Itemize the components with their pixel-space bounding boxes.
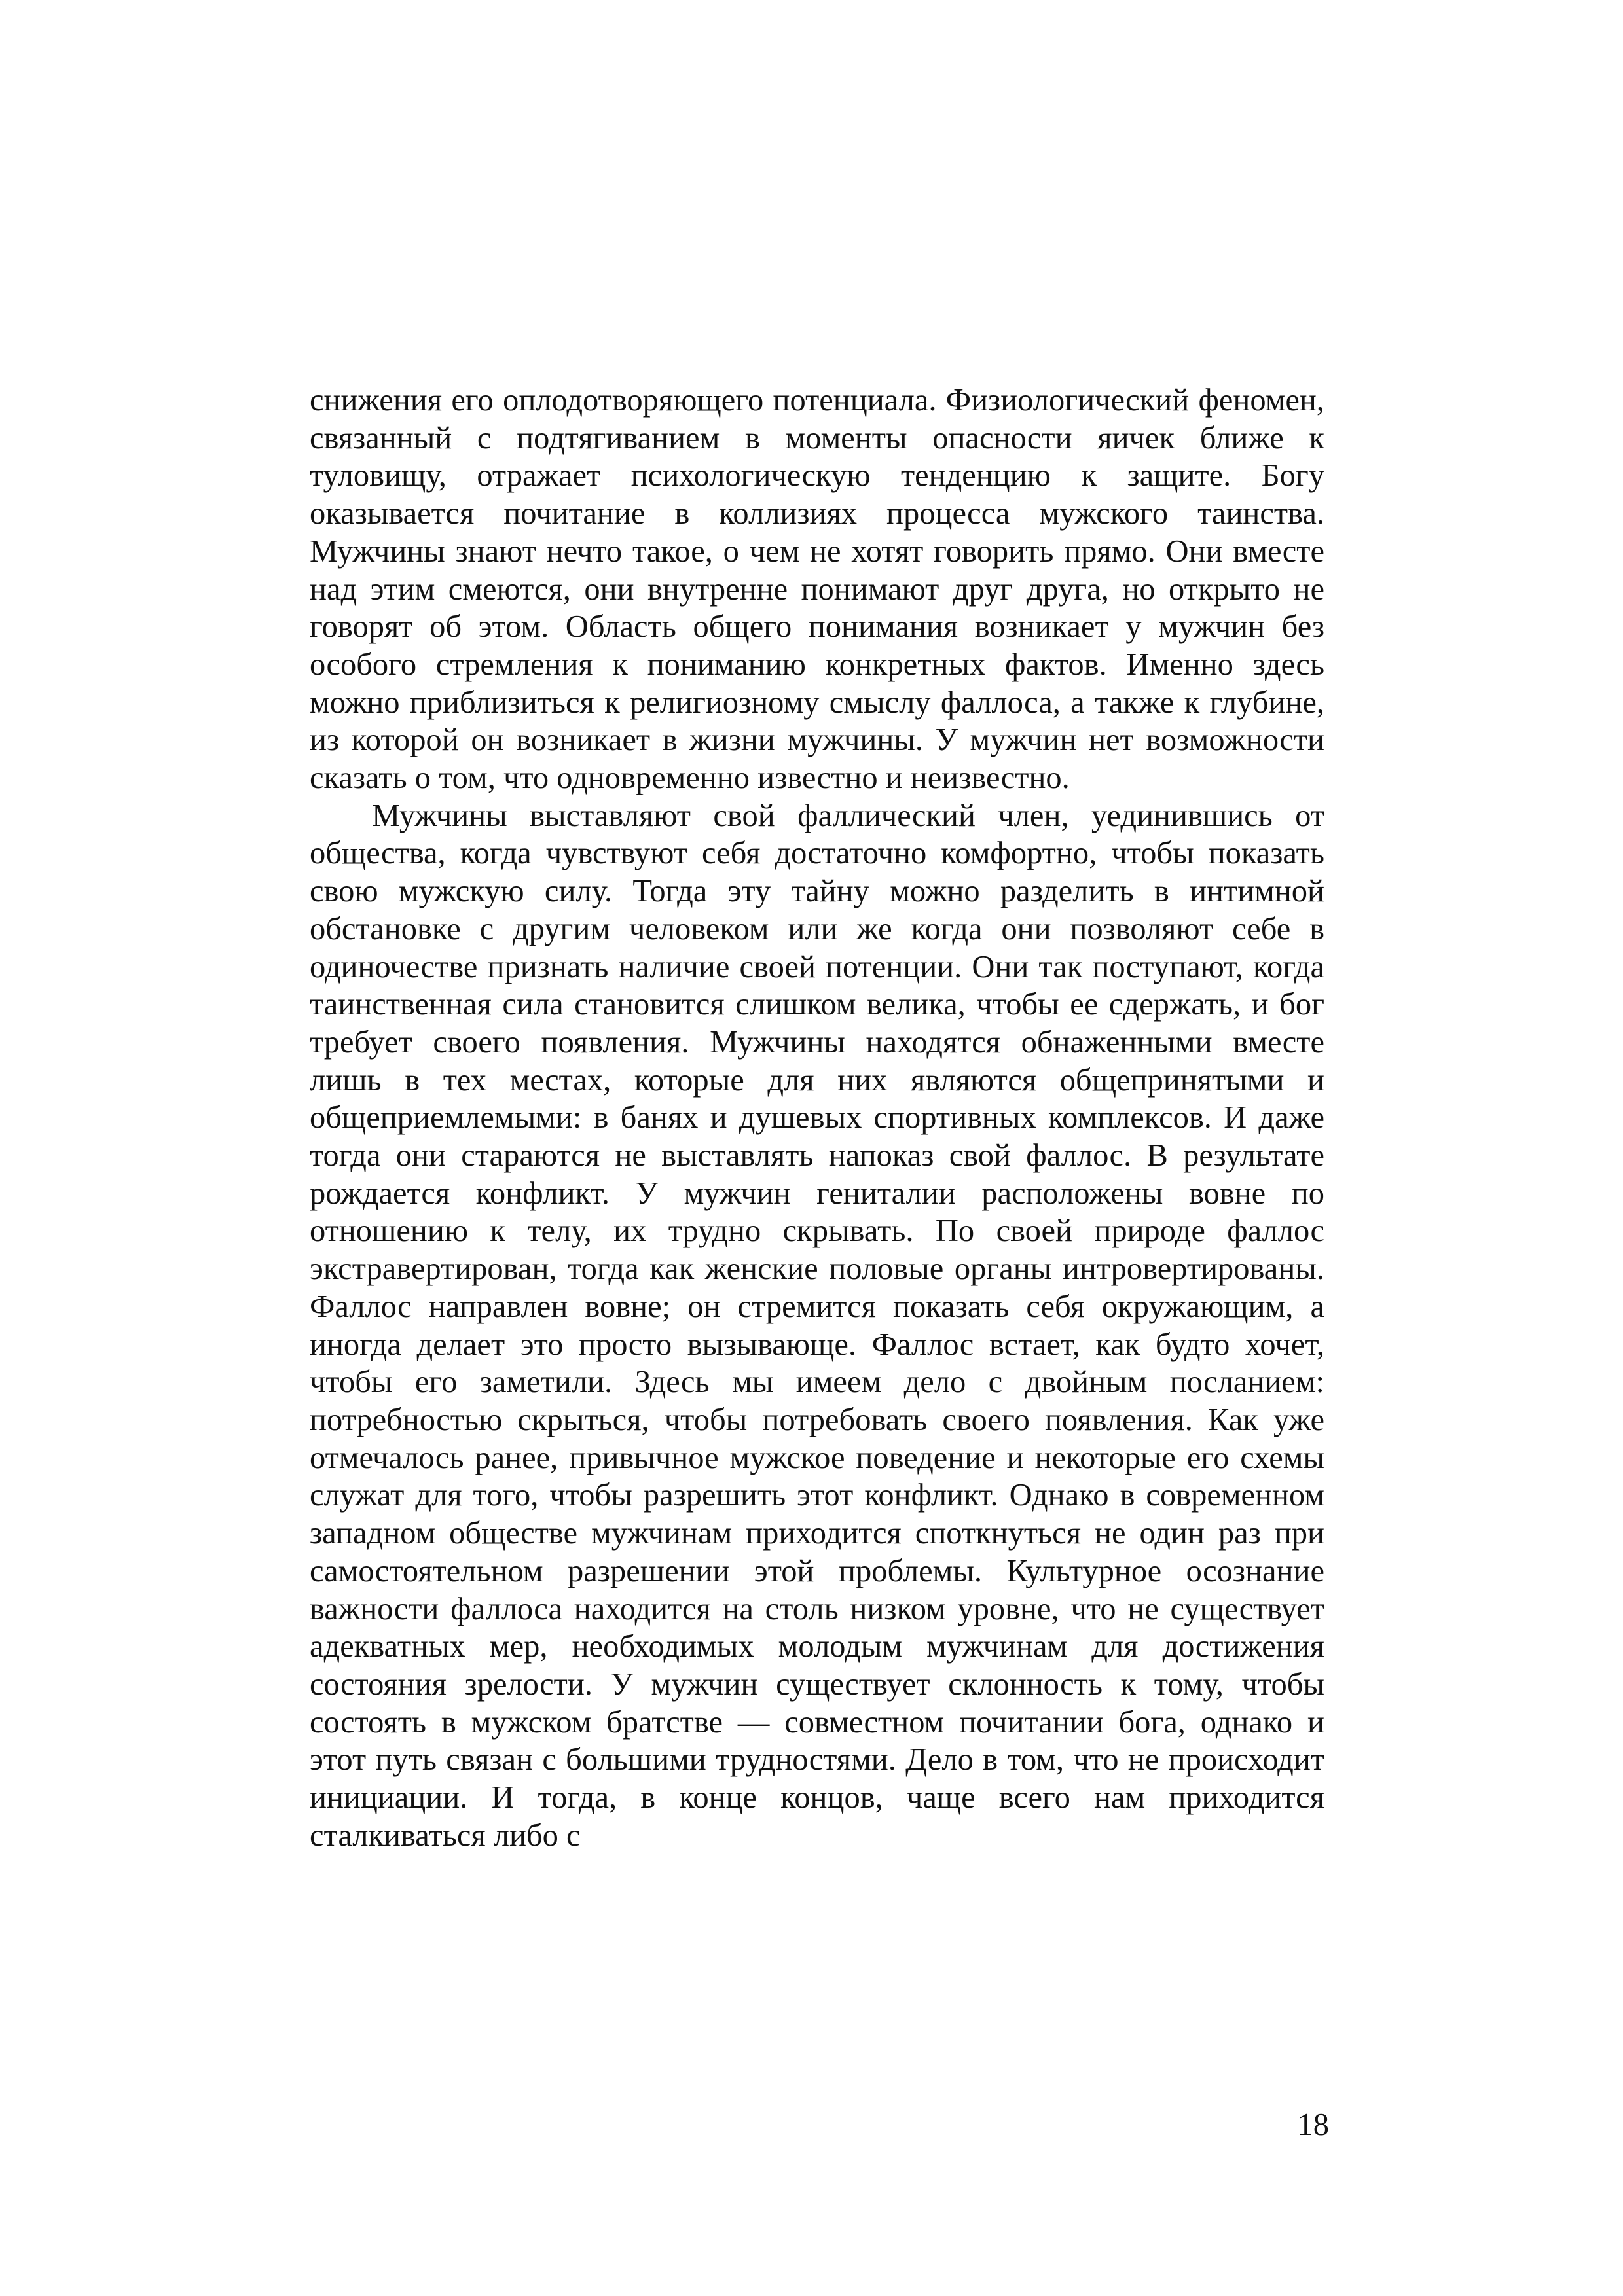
- body-text: [310, 382, 1324, 1854]
- paragraph-2: Мужчины выставляют свой фаллический член, уединившись от общества, когда чувствуют себя достаточно комфортно, чтобы показать свою мужскую силу. Тогда эту тайну можно разделить в интимной обстановке с другим человеком или же когда они позволяют себе в одиночестве признать наличие своей потенции. Они так поступают, когда таинственная сила становится слишком велика, чтобы ее сдержать, и бог требует своего появления. Мужчины находятся обнаженными вместе лишь в тех местах, которые для них являются общепринятыми и общеприемлемыми: в банях и душевых спортивных комплексов. И даже тогда они стараются не выставлять напоказ свой фаллос. В результате рождается конфликт. У мужчин гениталии расположены вовне по отношению к телу, их трудно скрывать. По своей природе фаллос экстравертирован, тогда как женские половые органы интровертированы. Фаллос направлен вовне; он стремится показать себя окружающим, а иногда делает это просто вызывающе. Фаллос встает, как будто хочет, чтобы его заметили. Здесь мы имеем дело с двойным посланием: потребностью скрыться, чтобы потребовать своего появления. Как уже отмечалось ранее, привычное мужское поведение и некоторые его схемы служат для того, чтобы разрешить этот конфликт. Однако в современном западном обществе мужчинам приходится споткнуться не один раз при самостоятельном разрешении этой проблемы. Культурное осознание важности фаллоса находится на столь низком уровне, что не существует адекватных мер, необходимых молодым мужчинам для достижения состояния зрелости. У мужчин существует склонность к тому, чтобы состоять в мужском братстве — совместном почитании бога, однако и этот путь связан с большими трудностями. Дело в том, что не происходит инициации. И тогда, в конце концов, чаще всего нам приходится сталкиваться либо с: [310, 798, 1324, 1853]
- paragraph-1: снижения его оплодотворяющего потенциала. Физиологический феномен, связанный с подтягиванием в моменты опасности яичек ближе к туловищу, отражает психологическую тенденцию к защите. Богу оказывается почитание в коллизиях процесса мужского таинства. Мужчины знают нечто такое, о чем не хотят говорить прямо. Они вместе над этим смеются, они внутренне понимают друг друга, но открыто не говорят об этом. Область общего понимания возникает у мужчин без особого стремления к пониманию конкретных фактов. Именно здесь можно приблизиться к религиозному смыслу фаллоса, а также к глубине, из которой он возникает в жизни мужчины. У мужчин нет возможности сказать о том, что одновременно известно и неизвестно.: [310, 383, 1324, 796]
- page-number: 18: [1297, 2108, 1329, 2142]
